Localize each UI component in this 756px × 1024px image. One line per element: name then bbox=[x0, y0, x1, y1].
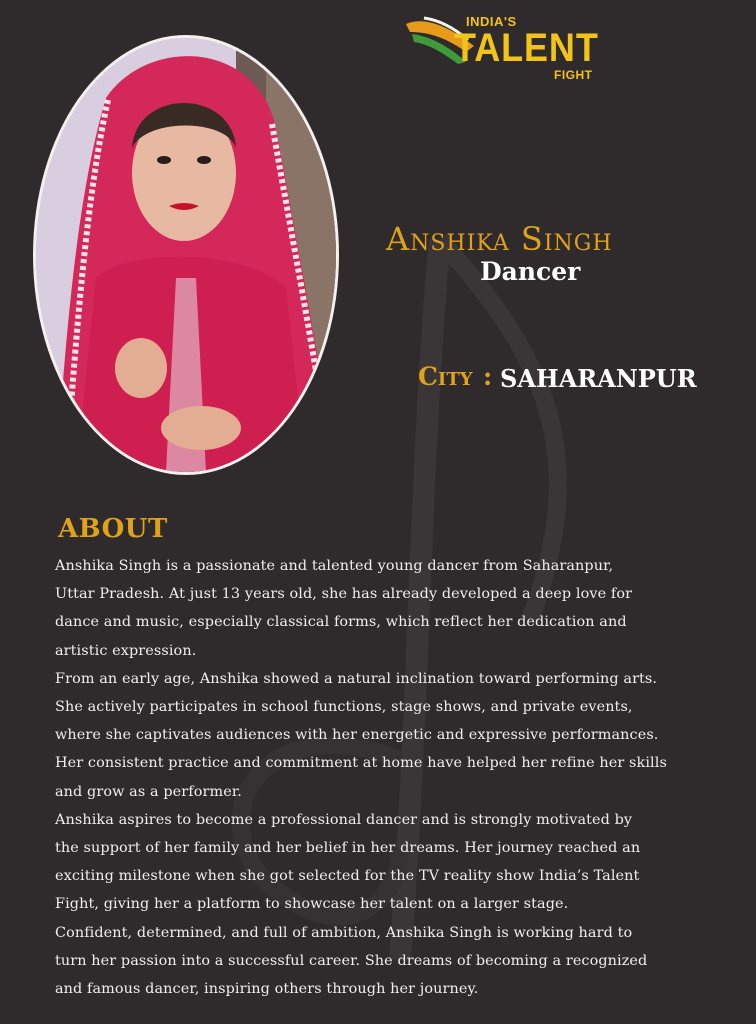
city-value: SAHARANPUR bbox=[500, 364, 697, 393]
profile-name: Anshika Singh bbox=[386, 220, 613, 258]
about-heading: ABOUT bbox=[58, 514, 168, 544]
about-line: From an early age, Anshika showed a natural inclination toward performing arts. bbox=[55, 670, 658, 687]
logo-line-3: FIGHT bbox=[554, 68, 593, 82]
about-line: turn her passion into a successful career. She dreams of becoming a recognized bbox=[55, 952, 648, 969]
city-label: City bbox=[418, 362, 473, 391]
about-line: Her consistent practice and commitment at home have helped her refine her skills bbox=[55, 755, 667, 772]
about-line: Uttar Pradesh. At just 13 years old, she has already developed a deep love for bbox=[55, 586, 633, 603]
about-line: Anshika Singh is a passionate and talented young dancer from Saharanpur, bbox=[55, 558, 614, 574]
about-text bbox=[55, 552, 745, 1003]
profile-role: Dancer bbox=[480, 257, 581, 286]
about-line: Confident, determined, and full of ambition, Anshika Singh is working hard to bbox=[55, 924, 633, 941]
about-line: She actively participates in school functions, stage shows, and private events, bbox=[55, 699, 633, 716]
about-line: where she captivates audiences with her energetic and expressive performances. bbox=[55, 727, 659, 744]
about-line: exciting milestone when she got selected for the TV reality show India’s Talent bbox=[55, 868, 640, 885]
portrait-illustration bbox=[36, 38, 336, 472]
about-line: and grow as a performer. bbox=[55, 783, 242, 800]
about-line: the support of her family and her belief in her dreams. Her journey reached an bbox=[55, 840, 641, 857]
profile-photo bbox=[33, 35, 339, 475]
about-line: artistic expression. bbox=[55, 642, 197, 659]
about-line: Anshika aspires to become a professional dancer and is strongly motivated by bbox=[55, 811, 633, 828]
about-line: and famous dancer, inspiring others through her journey. bbox=[55, 981, 479, 998]
about-line: Fight, giving her a platform to showcase her talent on a larger stage. bbox=[55, 896, 569, 913]
logo-line-1: INDIA'S bbox=[466, 14, 517, 29]
show-logo bbox=[404, 6, 604, 86]
city-separator: : bbox=[483, 362, 493, 391]
about-line: dance and music, especially classical forms, which reflect her dedication and bbox=[55, 614, 627, 631]
logo-line-2: TALENT bbox=[454, 26, 599, 70]
